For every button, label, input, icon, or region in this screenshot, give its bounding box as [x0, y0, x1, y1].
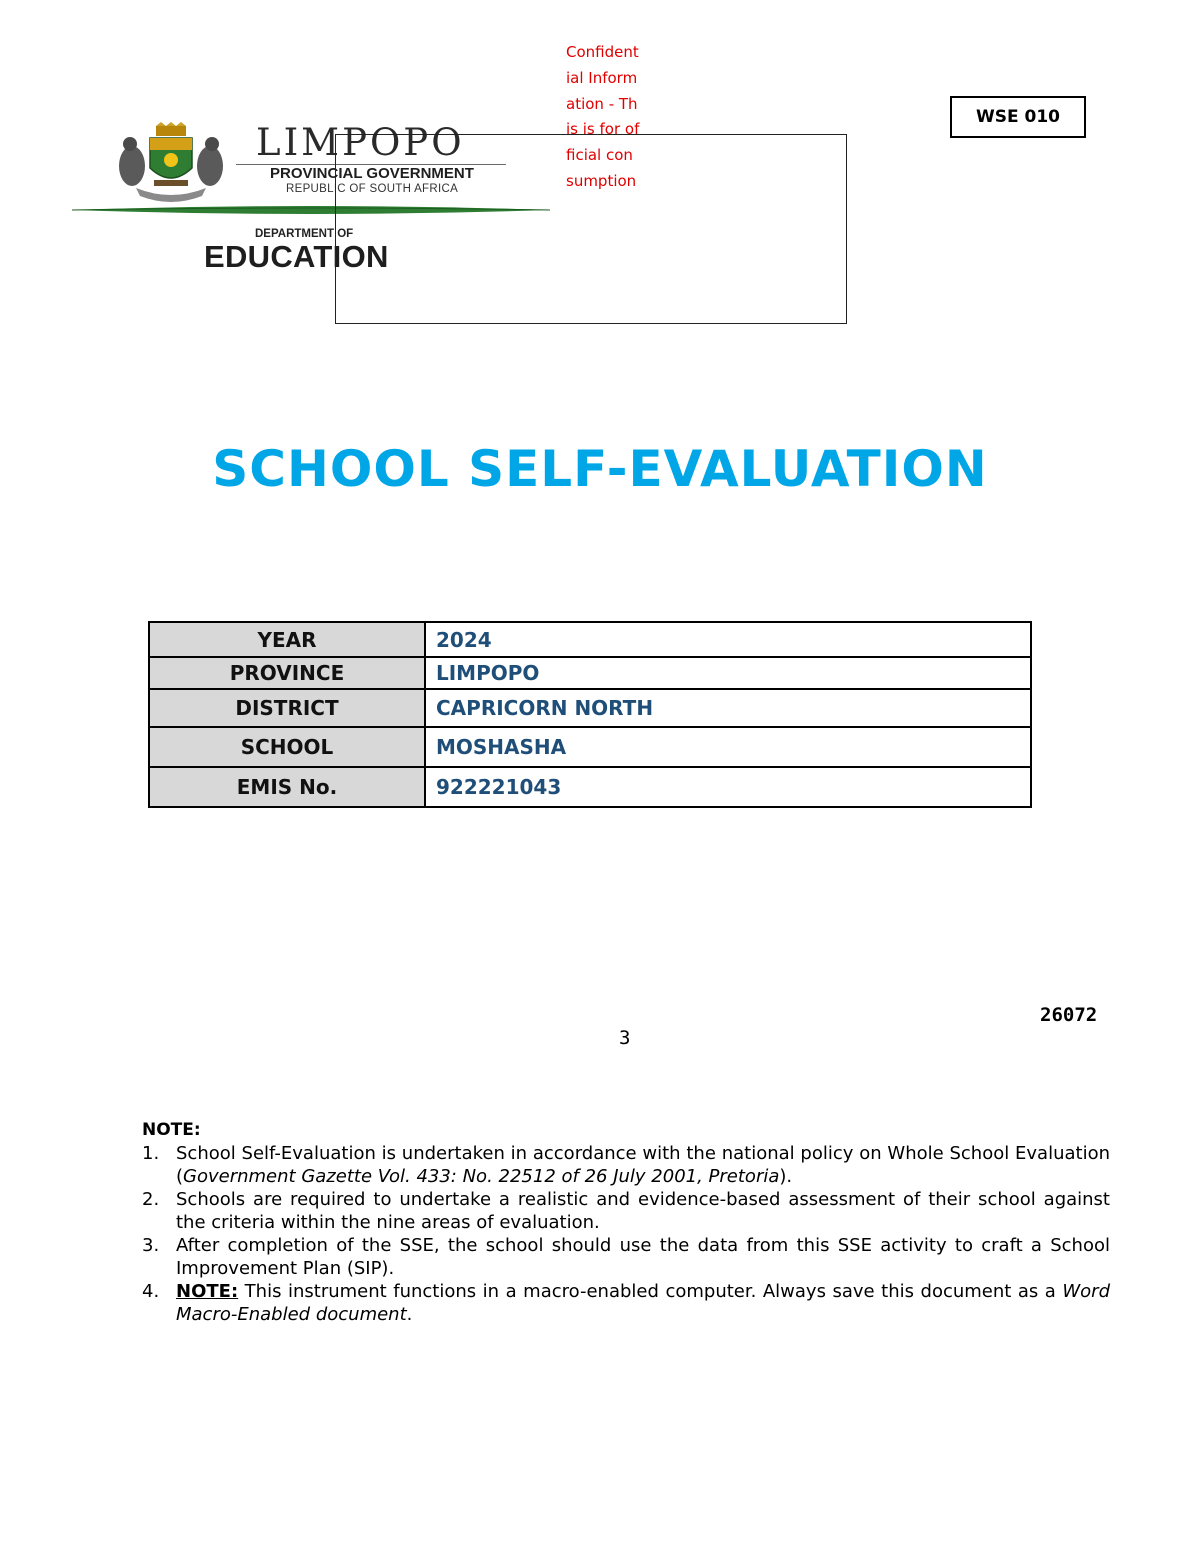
note-text-end: . — [406, 1304, 413, 1325]
list-item — [142, 1188, 1110, 1234]
table-row — [149, 727, 1031, 767]
list-item — [142, 1234, 1110, 1280]
page-number: 3 — [619, 1027, 631, 1049]
note-text-end: ). — [779, 1166, 793, 1187]
note-text: This instrument functions in a macro-enabled computer. Always save this document as a — [238, 1281, 1063, 1302]
coat-of-arms-icon — [116, 122, 226, 204]
note-text: School Self-Evaluation is undertaken in accordance with the national policy on Whole School Evaluation ( — [176, 1143, 1110, 1187]
logo-republic: REPUBLIC OF SOUTH AFRICA — [286, 183, 459, 195]
row-label: DISTRICT — [149, 689, 425, 727]
table-row — [149, 689, 1031, 727]
table-row — [149, 767, 1031, 807]
logo-title: LIMPOPO — [256, 121, 465, 164]
confidential-note: Confidential Information - This is for official consumption — [566, 43, 640, 190]
list-item — [142, 1280, 1110, 1326]
list-number: 1. — [142, 1143, 160, 1164]
row-label: PROVINCE — [149, 657, 425, 689]
form-code: WSE 010 — [950, 96, 1086, 138]
reference-number: 26072 — [1040, 1004, 1098, 1026]
logo-dept-name: EDUCATION — [204, 239, 389, 274]
school-info-table — [148, 621, 1032, 808]
list-number: 3. — [142, 1235, 160, 1256]
note-citation: Government Gazette Vol. 433: No. 22512 of 26 July 2001, Pretoria — [183, 1166, 780, 1187]
row-value: MOSHASHA — [425, 727, 1031, 767]
document-title: SCHOOL SELF-EVALUATION — [212, 440, 988, 498]
note-doc-type: Word Macro-Enabled document — [176, 1281, 1110, 1325]
list-number: 2. — [142, 1189, 160, 1210]
notes-heading: NOTE: — [142, 1120, 201, 1140]
row-value: CAPRICORN NORTH — [425, 689, 1031, 727]
notes-list — [142, 1142, 1110, 1326]
row-label: EMIS No. — [149, 767, 425, 807]
note-text: Schools are required to undertake a realistic and evidence-based assessment of their school against the criteria within the nine areas of evaluation. — [176, 1189, 1110, 1233]
list-item — [142, 1142, 1110, 1188]
logo-subtitle: PROVINCIAL GOVERNMENT — [270, 165, 474, 182]
row-value: 922221043 — [425, 767, 1031, 807]
note-text: After completion of the SSE, the school should use the data from this SSE activity to craft a School Improvement Plan (SIP). — [176, 1235, 1110, 1279]
note-label: NOTE: — [176, 1281, 239, 1302]
row-label: SCHOOL — [149, 727, 425, 767]
row-value: 2024 — [425, 622, 1031, 657]
list-number: 4. — [142, 1281, 160, 1302]
row-label: YEAR — [149, 622, 425, 657]
table-row — [149, 657, 1031, 689]
table-row — [149, 622, 1031, 657]
notes-section — [142, 1119, 1110, 1326]
row-value: LIMPOPO — [425, 657, 1031, 689]
logo-dept-of: DEPARTMENT OF — [255, 228, 354, 240]
